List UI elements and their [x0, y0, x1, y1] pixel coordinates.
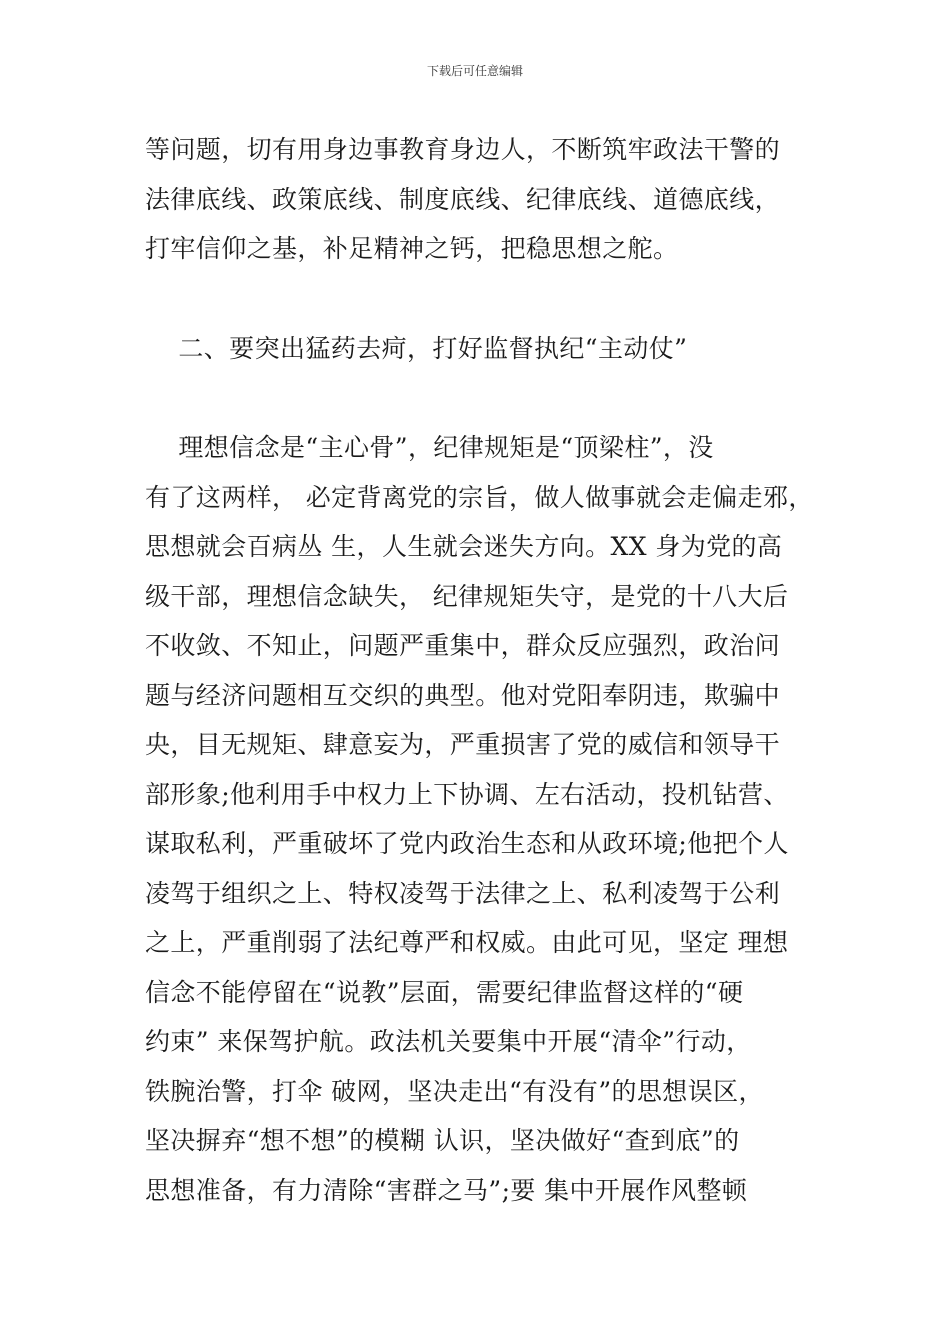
paragraph-line: 级干部，理想信念缺失， 纪律规矩失守，是党的十八大后	[145, 582, 789, 611]
paragraph-line: 凌驾于组织之上、特权凌驾于法律之上、私利凌驾于公利	[145, 879, 781, 908]
page-header: 下载后可任意编辑	[426, 64, 523, 78]
paragraph-line: 有了这两样， 必定背离党的宗旨，做人做事就会走偏走邪，	[145, 483, 814, 512]
paragraph-line: 铁腕治警，打伞 破网，坚决走出“有没有”的思想误区，	[145, 1077, 764, 1106]
paragraph-line: 信念不能停留在“说教”层面，需要纪律监督这样的“硬	[145, 978, 744, 1007]
section-heading: 二、要突出猛药去疴，打好监督执纪“主动仗”	[145, 334, 688, 363]
paragraph-line: 等问题，切有用身边事教育身边人，不断筑牢政法干警的	[145, 135, 781, 164]
paragraph-line: 思想就会百病丛 生，人生就会迷失方向。XX 身为党的高	[145, 532, 783, 561]
paragraph-line: 思想准备，有力清除“害群之马”;要 集中开展作风整顿	[145, 1176, 748, 1205]
paragraph-line: 打牢信仰之基，补足精神之钙，把稳思想之舵。	[145, 234, 679, 263]
paragraph-line: 理想信念是“主心骨”，纪律规矩是“顶梁柱”，没	[145, 433, 714, 462]
paragraph-line: 约束” 来保驾护航。政法机关要集中开展“清伞”行动，	[145, 1027, 752, 1056]
paragraph-line: 部形象;他利用手中权力上下协调、左右活动，投机钻营、	[145, 780, 789, 809]
paragraph-line: 法律底线、政策底线、制度底线、纪律底线、道德底线，	[145, 185, 781, 214]
paragraph-line: 央，目无规矩、肆意妄为，严重损害了党的威信和领导干	[145, 730, 781, 759]
paragraph-line: 之上，严重削弱了法纪尊严和权威。由此可见，坚定 理想	[145, 928, 789, 957]
paragraph-line: 不收敛、不知止，问题严重集中，群众反应强烈，政治问	[145, 631, 781, 660]
paragraph-line: 题与经济问题相互交织的典型。他对党阳奉阴违，欺骗中	[145, 681, 781, 710]
paragraph-line: 坚决摒弃“想不想”的模糊 认识，坚决做好“查到底”的	[145, 1126, 740, 1155]
paragraph-line: 谋取私利，严重破坏了党内政治生态和从政环境;他把个人	[145, 829, 789, 858]
